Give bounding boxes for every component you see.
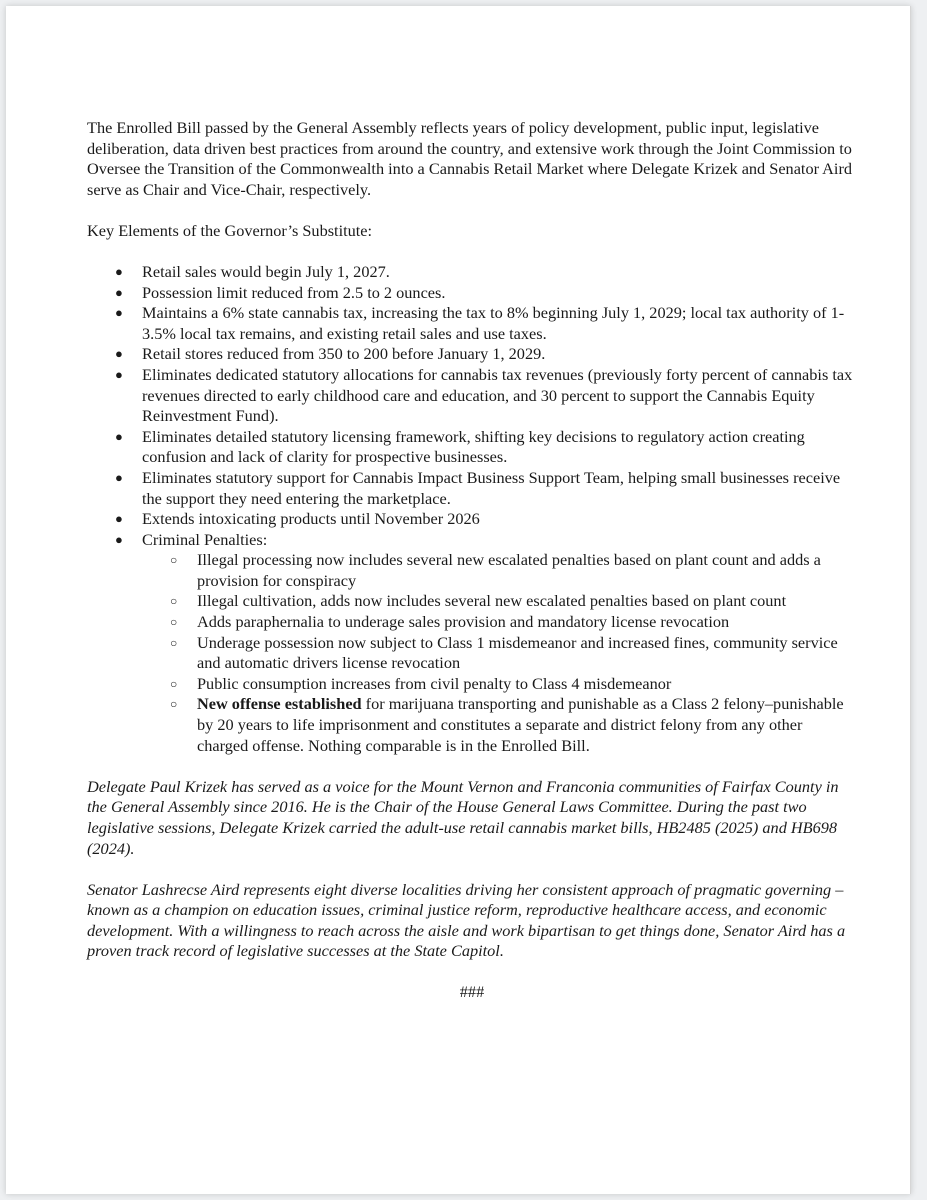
sub-list-item-text: for marijuana transporting and punishable as a Class 2 felony–punishable by 20 years to life imprisonment and constitutes a separate and district felony from any other charged offense. Nothing comparable is in the Enrolled Bill. — [197, 694, 844, 755]
list-item — [87, 427, 857, 468]
hollow-bullet-icon: ○ — [170, 635, 178, 650]
list-item — [87, 365, 857, 427]
end-mark: ### — [459, 982, 485, 1002]
sub-list-item — [142, 591, 857, 612]
bullet-icon: ● — [115, 469, 123, 485]
list-item-text: Criminal Penalties: — [142, 529, 268, 549]
sub-list-item-text: Adds paraphernalia to underage sales provision and mandatory license revocation — [197, 612, 730, 632]
list-item-text: Eliminates dedicated statutory allocations for cannabis tax revenues (previously forty percent of cannabis tax revenues directed to early childhood care and education, and 30 percent to support the Cannabis Equity Reinvestment Fund). — [142, 364, 853, 426]
bullet-icon: ● — [115, 531, 123, 547]
bio-krizek: Delegate Paul Krizek has served as a voice for the Mount Vernon and Franconia communities of Fairfax County in the General Assembly since 2016. He is the Chair of the House General Laws Committee. During the past two legislative sessions, Delegate Krizek carried the adult-use retail cannabis market bills, HB2485 (2025) and HB698 (2024). — [87, 776, 839, 858]
sub-list-item-text: Illegal cultivation, adds now includes several new escalated penalties based on plant count — [197, 591, 787, 611]
intro-paragraph: The Enrolled Bill passed by the General Assembly reflects years of policy development, public input, legislative deliberation, data driven best practices from around the country, and extensive work through the Joint Commission to Oversee the Transition of the Commonwealth into a Cannabis Retail Market where Delegate Krizek and Senator Aird serve as Chair and Vice-Chair, respectively. — [87, 118, 853, 199]
list-item-text: Eliminates detailed statutory licensing framework, shifting key decisions to regulatory action creating confusion and lack of clarity for prospective businesses. — [142, 426, 805, 467]
bullet-icon: ● — [115, 511, 123, 527]
bullet-icon: ● — [115, 428, 123, 444]
sub-list-item-text: Public consumption increases from civil penalty to Class 4 misdemeanor — [197, 673, 672, 693]
document-body — [87, 118, 857, 1003]
list-item — [87, 262, 857, 283]
bullet-icon: ● — [115, 305, 123, 321]
list-item — [87, 283, 857, 304]
section-heading: Key Elements of the Governor’s Substitute: — [87, 220, 373, 240]
list-item — [87, 303, 857, 344]
criminal-penalties-list — [142, 550, 857, 756]
list-item-text: Eliminates statutory support for Cannabis Impact Business Support Team, helping small businesses receive the support they need entering the marketplace. — [142, 467, 841, 508]
list-item-text: Maintains a 6% state cannabis tax, increasing the tax to 8% beginning July 1, 2029; local tax authority of 1-3.5% local tax remains, and existing retail sales and use taxes. — [142, 303, 845, 343]
bullet-icon: ● — [115, 366, 123, 382]
list-item — [87, 509, 857, 530]
hollow-bullet-icon: ○ — [170, 615, 178, 630]
sub-list-item-text: Illegal processing now includes several new escalated penalties based on plant count and adds a provision for conspiracy — [197, 550, 821, 590]
bio-aird: Senator Lashrecse Aird represents eight diverse localities driving her consistent approach of pragmatic governing – known as a champion on education issues, criminal justice reform, reproductive healthcare access, and economic development. With a willingness to reach across the aisle and work bipartisan to get things done, Senator Aird has a proven track record of legislative successes at the State Capitol. — [87, 879, 846, 961]
list-item-criminal-penalties — [87, 530, 857, 757]
sub-list-item-new-offense — [142, 694, 857, 756]
list-item-text: Possession limit reduced from 2.5 to 2 ounces. — [142, 282, 446, 302]
sub-list-item-text: Underage possession now subject to Class 1 misdemeanor and increased fines, community service and automatic drivers license revocation — [197, 632, 838, 673]
new-offense-bold-text: New offense established — [197, 694, 362, 714]
list-item-text: Retail stores reduced from 350 to 200 before January 1, 2029. — [142, 344, 546, 364]
hollow-bullet-icon: ○ — [170, 553, 178, 568]
sub-list-item — [142, 550, 857, 591]
hollow-bullet-icon: ○ — [170, 676, 178, 691]
bullet-icon: ● — [115, 346, 123, 362]
key-elements-list — [87, 262, 857, 756]
hollow-bullet-icon: ○ — [170, 594, 178, 609]
sub-list-item — [142, 612, 857, 633]
list-item — [87, 468, 857, 509]
list-item-text: Extends intoxicating products until November 2026 — [142, 509, 480, 529]
bullet-icon: ● — [115, 284, 123, 300]
document-page — [6, 6, 911, 1194]
list-item — [87, 344, 857, 365]
hollow-bullet-icon: ○ — [170, 697, 178, 712]
sub-list-item — [142, 633, 857, 674]
bullet-icon: ● — [115, 263, 123, 279]
list-item-text: Retail sales would begin July 1, 2027. — [142, 261, 390, 281]
sub-list-item — [142, 674, 857, 695]
